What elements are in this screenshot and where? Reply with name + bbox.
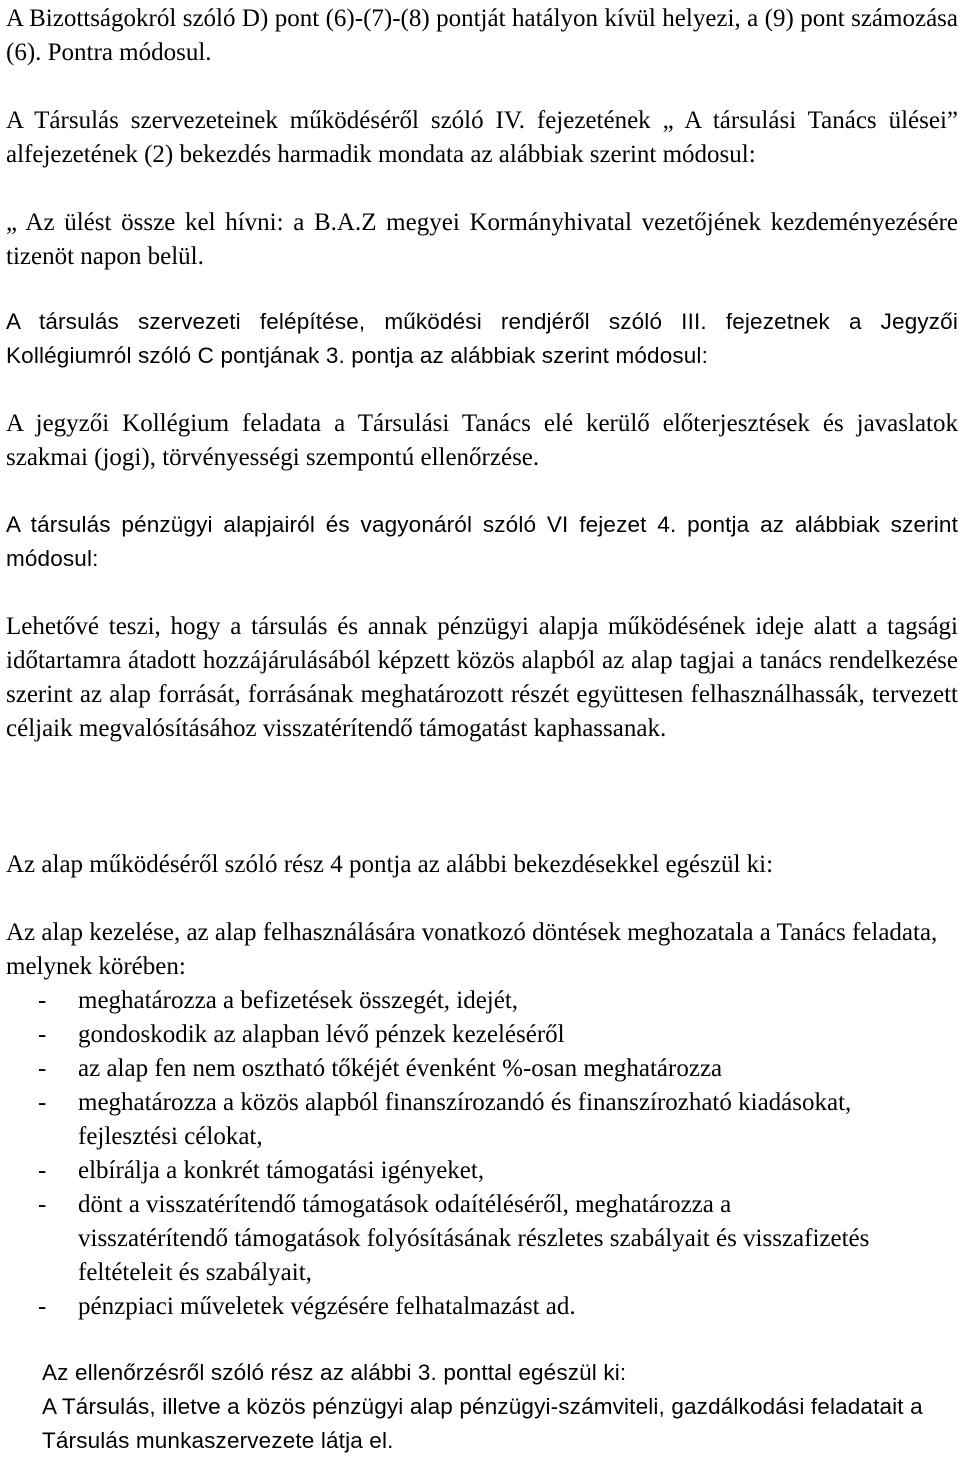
list-dash-marker: -	[38, 987, 47, 1014]
list-item	[6, 1052, 958, 1086]
list-dash-marker: -	[38, 1055, 47, 1082]
paragraph-alap-kezelese: Az alap kezelése, az alap felhasználására vonatkozó döntések meghozatala a Tanács feladata, melynek körében:	[6, 919, 938, 980]
paragraph-ules-osszehivas: „ Az ülést össze kel hívni: a B.A.Z megyei Kormányhivatal vezetőjének kezdeményezésére tizenöt napon belül.	[6, 209, 958, 270]
list-item	[6, 1018, 958, 1052]
list-item-text: meghatározza a közös alapból finanszírozandó és finanszírozható kiadásokat, fejlesztési célokat,	[78, 1089, 852, 1150]
list-item	[6, 1188, 878, 1290]
list-item-text: gondoskodik az alapban lévő pénzek kezeléséről	[78, 1021, 565, 1048]
paragraph-alap-mukodese: Az alap működéséről szóló rész 4 pontja az alábbi bekezdésekkel egészül ki:	[6, 851, 774, 878]
list-item-text: dönt a visszatérítendő támogatások odaítéléséről, meghatározza a visszatérítendő támogatások folyósításának részletes szabályait és visszafizetés feltételeit és szabályait,	[78, 1191, 870, 1286]
paragraph-munkaszervezet: A Társulás, illetve a közös pénzügyi alap pénzügyi-számviteli, gazdálkodási feladatait a Társulás munkaszervezete látja el.	[42, 1394, 923, 1453]
list-item	[6, 1086, 878, 1154]
list-dash-marker: -	[38, 1021, 47, 1048]
list-item	[6, 984, 958, 1018]
list-dash-marker: -	[38, 1157, 47, 1184]
paragraph-jegyzoi-kollegium-modositas: A társulás szervezeti felépítése, működési rendjéről szóló III. fejezetnek a Jegyzői Kollégiumról szóló C pontjának 3. pontja az alábbiak szerint módosul:	[6, 309, 958, 368]
list-item-text: meghatározza a befizetések összegét, idejét,	[78, 987, 519, 1014]
list-item	[6, 1154, 958, 1188]
paragraph-jegyzoi-kollegium-feladata: A jegyzői Kollégium feladata a Társulási Tanács elé kerülő előterjesztések és javaslatok szakmai (jogi), törvényességi szempontú ellenőrzése.	[6, 410, 958, 471]
list-item-text: pénzpiaci műveletek végzésére felhatalmazást ad.	[78, 1293, 576, 1320]
paragraph-tanacs-ulesei: A Társulás szervezeteinek működéséről szóló IV. fejezetének „ A társulási Tanács ülései” alfejezetének (2) bekezdés harmadik mondata az alábbiak szerint módosul:	[6, 107, 958, 168]
list-dash-marker: -	[38, 1191, 47, 1218]
list-item-text: az alap fen nem osztható tőkéjét évenként %-osan meghatározza	[78, 1055, 723, 1082]
list-item	[6, 1290, 958, 1324]
list-dash-marker: -	[38, 1293, 47, 1320]
tanacs-feladatai-list	[6, 984, 958, 1324]
paragraph-penzugyi-alapok: A társulás pénzügyi alapjairól és vagyonáról szóló VI fejezet 4. pontja az alábbiak szerint módosul:	[6, 512, 958, 571]
paragraph-lehetove-teszi: Lehetővé teszi, hogy a társulás és annak pénzügyi alapja működésének ideje alatt a tagsági időtartamra átadott hozzájárulásából képzett közös alapból az alap tagjai a tanács rendelkezése szerint az alap forrását, forrásának meghatározott részét együttesen felhasználhassák, tervezett céljaik megvalósításához visszatérítendő támogatást kaphassanak.	[6, 613, 958, 742]
paragraph-bizottsagok: A Bizottságokról szóló D) pont (6)-(7)-(8) pontját hatályon kívül helyezi, a (9) pont számozása (6). Pontra módosul.	[6, 5, 958, 66]
list-dash-marker: -	[38, 1089, 47, 1116]
list-item-text: elbírálja a konkrét támogatási igényeket,	[78, 1157, 485, 1184]
paragraph-ellenorzes: Az ellenőrzésről szóló rész az alábbi 3. ponttal egészül ki:	[42, 1360, 627, 1385]
